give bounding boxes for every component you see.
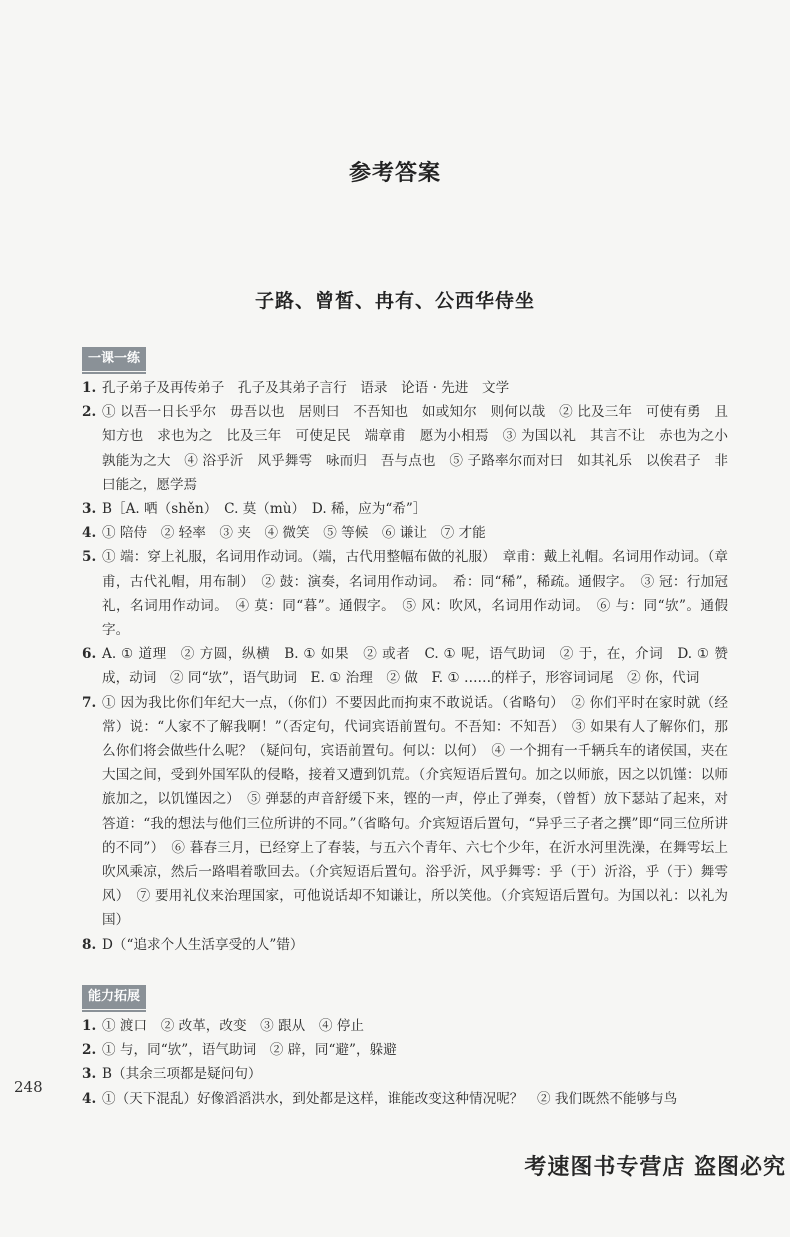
- section-label-extension: 能力拓展: [82, 985, 146, 1009]
- answer-text: B［A. 哂（shěn） C. 莫（mù） D. 稀，应为“希”］: [102, 501, 427, 518]
- answer-item: [82, 933, 728, 957]
- answer-item: [82, 400, 742, 497]
- answer-number: 4.: [82, 525, 97, 542]
- store-watermark: 考速图书专营店 盗图必究: [524, 1155, 786, 1180]
- answer-text: ① 以吾一日长乎尔 毋吾以也 居则曰 不吾知也 如或知尔 则何以哉 ② 比及三年 可使有勇 且知方也 求也为之 比及三年 可使足民 端章甫 愿为小相焉 ③ 为国以礼 其言不让 赤也为之小 孰能为之大 ④ 浴乎沂 风乎舞雩 咏而归 吾与点也 ⑤ 子路率尔而对曰 如其礼乐 以俟君子 非曰能之，愿学焉: [102, 404, 742, 493]
- answer-text: ① 渡口 ② 改革，改变 ③ 跟从 ④ 停止: [102, 1018, 364, 1034]
- answer-item: [82, 1038, 728, 1062]
- page-title: 参考答案: [348, 161, 441, 186]
- answer-number: 2.: [82, 1042, 97, 1059]
- answer-number: 6.: [82, 646, 97, 663]
- answer-text: ① 与，同“欤”，语气助词 ② 辟，同“避”，躲避: [102, 1042, 397, 1059]
- answer-item: [82, 1087, 728, 1111]
- answer-item: [82, 521, 728, 545]
- answer-item: [82, 1014, 728, 1038]
- answer-number: 5.: [82, 549, 97, 566]
- answer-number: 3.: [82, 501, 97, 518]
- answer-item: [82, 1062, 728, 1086]
- lesson-title: 子路、曾皙、冉有、公西华侍坐: [254, 290, 535, 312]
- answer-item: [82, 642, 728, 690]
- answer-item: [82, 376, 728, 400]
- answer-number: 4.: [82, 1090, 97, 1107]
- answer-text: A. ① 道理 ② 方圆，纵横 B. ① 如果 ② 或者 C. ① 呢，语气助词 ② 于，在，介词 D. ① 赞成，动词 ② 同“欤”，语气助词 E. ① 治理 ② 做 F. ① ……的样子，形容词词尾 ② 你，代词: [102, 646, 728, 687]
- answer-text: B（其余三项都是疑问句）: [102, 1066, 262, 1083]
- answer-text: 孔子弟子及再传弟子 孔子及其弟子言行 语录 论语 · 先进 文学: [102, 380, 510, 396]
- answer-number: 7.: [82, 694, 97, 711]
- answer-item: [82, 545, 728, 642]
- page-number: 248: [14, 1078, 43, 1096]
- answer-number: 1.: [82, 380, 97, 396]
- answer-number: 8.: [82, 936, 97, 953]
- answer-list-extension: [82, 1014, 728, 1111]
- answer-number: 2.: [82, 404, 97, 421]
- answer-item: [82, 691, 728, 933]
- answer-number: 3.: [82, 1066, 97, 1083]
- answer-number: 1.: [82, 1018, 97, 1034]
- answer-text: ① 陪侍 ② 轻率 ③ 夹 ④ 微笑 ⑤ 等候 ⑥ 谦让 ⑦ 才能: [102, 525, 486, 542]
- answer-text: ①（天下混乱）好像滔滔洪水，到处都是这样，谁能改变这种情况呢？ ② 我们既然不能够与鸟: [102, 1090, 678, 1107]
- answer-text: D（“追求个人生活享受的人”错）: [102, 936, 304, 953]
- answer-text: ① 端：穿上礼服，名词用作动词。（端，古代用整幅布做的礼服） 章甫：戴上礼帽。名词用作动词。（章甫，古代礼帽，用布制） ② 鼓：演奏，名词用作动词。 希：同“稀”，稀疏。通假字。 ③ 冠：行加冠礼，名词用作动词。 ④ 莫：同“暮”。通假字。 ⑤ 风：吹风，名词用作动词。 ⑥ 与：同“欤”。通假字。: [102, 549, 728, 639]
- answer-text: ① 因为我比你们年纪大一点，（你们）不要因此而拘束不敢说话。（省略句） ② 你们平时在家时就（经常）说：“人家不了解我啊！”（否定句，代词宾语前置句。不吾知：不知吾） ③ 如果有人了解你们，那么你们将会做些什么呢？（疑问句，宾语前置句。何以：以何） ④ 一个拥有一千辆兵车的诸侯国，夹在大国之间，受到外国军队的侵略，接着又遭到饥荒。（介宾短语后置句。加之以师旅，因之以饥馑：以师旅加之，以饥馑因之） ⑤ 弹瑟的声音舒缓下来，铿的一声，停止了弹奏，（曾皙）放下瑟站了起来，对答道：“我的想法与他们三位所讲的不同。”（省略句。介宾短语后置句，“异乎三子者之撰”即“同三位所讲的不同”） ⑥ 暮春三月，已经穿上了春装，与五六个青年、六七个少年，在沂水河里洗澡，在舞雩坛上吹风乘凉，然后一路唱着歌回去。（介宾短语后置句。浴乎沂，风乎舞雩：乎（于）沂浴，乎（于）舞雩风） ⑦ 要用礼仪来治理国家，可他说话却不知谦让，所以笑他。（介宾短语后置句。为国以礼：以礼为国）: [102, 694, 728, 929]
- answer-list-practice: [82, 376, 742, 957]
- section-label-practice: 一课一练: [82, 347, 146, 371]
- answer-item: [82, 497, 728, 521]
